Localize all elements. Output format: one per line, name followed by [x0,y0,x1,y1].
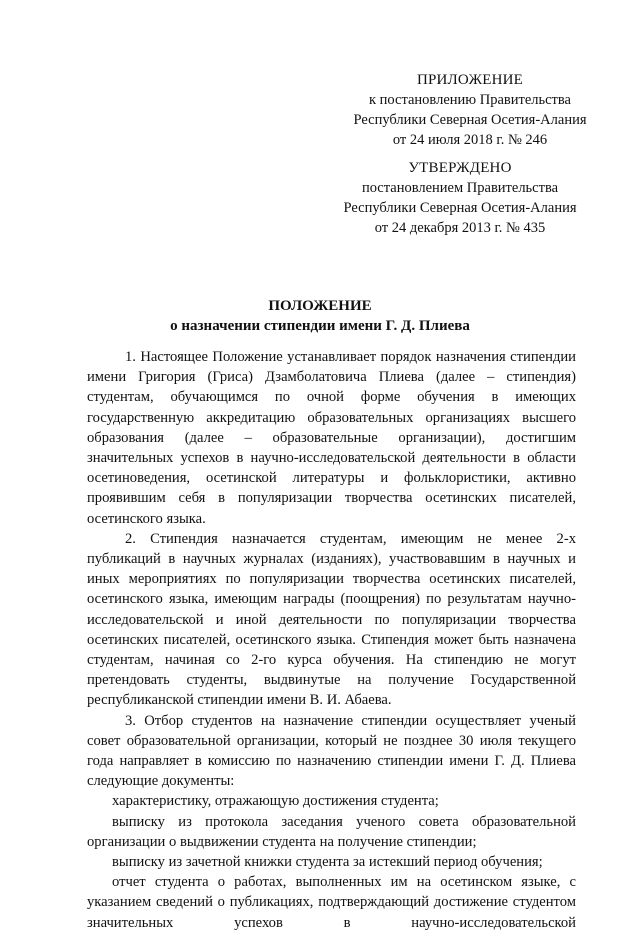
document-title: ПОЛОЖЕНИЕ [268,298,372,314]
paragraph-3: 3. Отбор студентов на назначение стипендии осуществляет ученый совет образовательной организации, который не позднее 30 июля текущего года направляет в комиссию по назначению стипендии имени Г. Д. Плиева следующие документы: [87,712,576,790]
list-item-3: выписку из зачетной книжки студента за истекший период обучения; [112,854,543,871]
approved-line-3: от 24 декабря 2013 г. № 435 [374,220,546,236]
appendix-line-2: Республики Северная Осетия-Алания [353,112,587,128]
approved-line-1: постановлением Правительства [361,180,559,196]
document-body [87,347,576,933]
document-subtitle: о назначении стипендии имени Г. Д. Плиева [170,318,470,334]
appendix-line-1: к постановлению Правительства [369,92,571,108]
list-item-4: отчет студента о работах, выполненных им на осетинском языке, с указанием сведений о публикациях, подтверждающий достижение студентом значительных успехов в научно-исследовательской [87,874,576,931]
paragraph-2: 2. Стипендия назначается студентам, имеющим не менее 2-х публикаций в научных журналах (изданиях), участвовавшим в научных и иных мероприятиях по популяризации творчества осетинских писателей, осетинского языка, имеющим награды (поощрения) по результатам научно-исследовательской и иной деятельности по популяризации творчества осетинских писателей, осетинского языка. Стипендия может быть назначена студентам, начиная со 2-го курса обучения. На стипендию не могут претендовать студенты, выдвинутые на получение Государственной республиканской стипендии имени В. И. Абаева. [87,530,576,709]
approved-line-2: Республики Северная Осетия-Алания [343,200,577,216]
paragraph-1: 1. Настоящее Положение устанавливает порядок назначения стипендии имени Григория (Гриса) Дзамболатовича Плиева (далее – стипендия) студентам, обучающимся по очной форме обучения в имеющих государственную аккредитацию образовательных организациях высшего образования (далее – образовательные организации), достигшим значительных успехов в научно-исследовательской деятельности в области осетиноведения, осетинской литературы и фольклористики, активно проявившим себя в популяризации творчества осетинских писателей, осетинского языка. [87,349,576,527]
list-item-1: характеристику, отражающую достижения студента; [112,793,439,810]
appendix-block [320,70,620,150]
appendix-line-3: от 24 июля 2018 г. № 246 [392,132,548,148]
approved-heading: УТВЕРЖДЕНО [408,160,512,176]
approved-block [310,158,610,238]
appendix-heading: ПРИЛОЖЕНИЕ [416,72,524,88]
list-item-2: выписку из протокола заседания ученого совета образовательной организации о выдвижении студента на получение стипендии; [87,813,576,850]
